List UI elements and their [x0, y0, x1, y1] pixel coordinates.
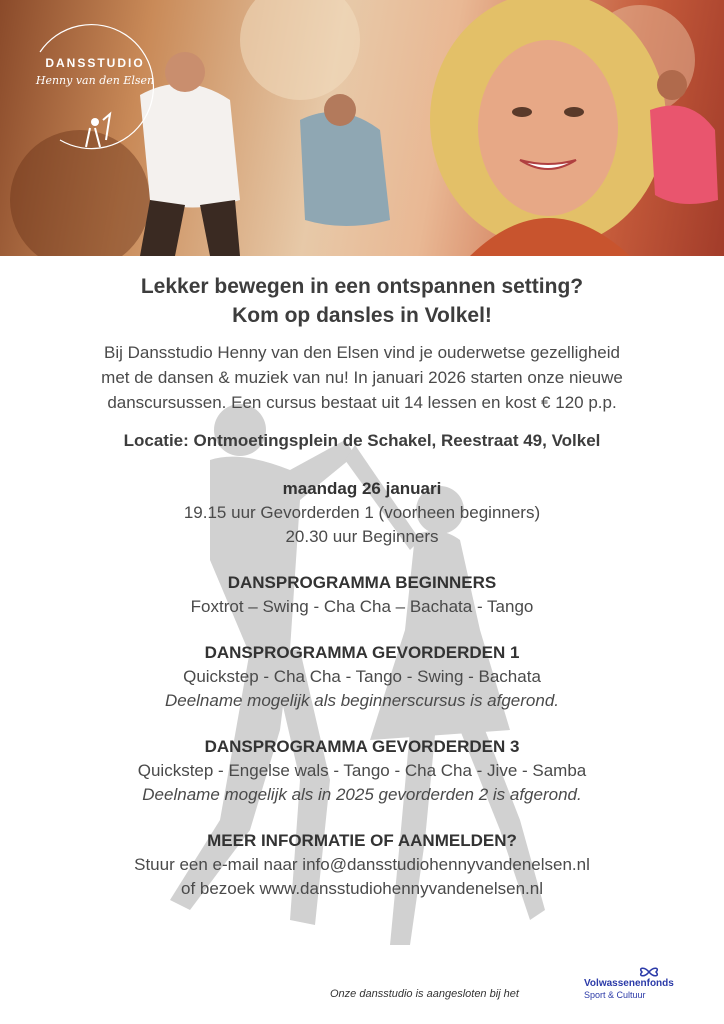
volwassenenfonds-logo: [584, 966, 714, 1006]
schedule-slot-2: 20.30 uur Beginners: [285, 527, 439, 546]
program-advanced-1-dances: Quickstep - Cha Cha - Tango - Swing - Bachata: [183, 667, 541, 686]
fund-name: Volwassenenfonds: [584, 978, 674, 989]
program-advanced-3-title: DANSPROGRAMMA GEVORDERDEN 3: [204, 737, 520, 756]
info-section: [0, 829, 724, 901]
schedule: [0, 477, 724, 549]
program-advanced-3-dances: Quickstep - Engelse wals - Tango - Cha Cha - Jive - Samba: [137, 761, 587, 780]
info-web-line[interactable]: of bezoek www.dansstudiohennyvandenelsen.nl: [181, 879, 543, 898]
program-advanced-1-note: Deelname mogelijk als beginnerscursus is afgerond.: [164, 691, 560, 710]
header-photo: [0, 0, 724, 256]
intro-line-2: met de dansen & muziek van nu! In januari 2026 starten onze nieuwe: [101, 368, 623, 387]
intro-line-1: Bij Dansstudio Henny van den Elsen vind je ouderwetse gezelligheid: [104, 343, 620, 362]
program-advanced-1: [0, 641, 724, 713]
schedule-day: maandag 26 januari: [282, 479, 442, 498]
logo-script: Henny van den Elsen: [35, 74, 155, 87]
logo-ring: [20, 12, 170, 162]
program-beginners-title: DANSPROGRAMMA BEGINNERS: [227, 573, 497, 592]
fund-sub: Sport & Cultuur: [584, 990, 646, 1000]
intro-line-3: danscursussen. Een cursus bestaat uit 14 lessen en kost € 120 p.p.: [107, 393, 617, 412]
program-advanced-3-note: Deelname mogelijk als in 2025 gevorderden 2 is afgerond.: [142, 785, 582, 804]
footer-text: Onze dansstudio is aangesloten bij het: [330, 988, 519, 1000]
info-title: MEER INFORMATIE OF AANMELDEN?: [207, 831, 517, 850]
schedule-slot-1: 19.15 uur Gevorderden 1 (voorheen beginners): [183, 503, 541, 522]
program-advanced-1-title: DANSPROGRAMMA GEVORDERDEN 1: [204, 643, 520, 662]
logo-title: DANSSTUDIO: [45, 56, 145, 70]
ribbon-icon: [634, 966, 664, 978]
program-beginners-dances: Foxtrot – Swing - Cha Cha – Bachata - Tango: [190, 597, 534, 616]
studio-logo: [20, 12, 170, 162]
program-beginners: [0, 571, 724, 619]
headline-line-2: Kom op dansles in Volkel!: [232, 304, 492, 327]
info-email-line[interactable]: Stuur een e-mail naar info@dansstudiohennyvandenelsen.nl: [134, 855, 590, 874]
location: Locatie: Ontmoetingsplein de Schakel, Reestraat 49, Volkel: [123, 431, 601, 450]
headline: [0, 272, 724, 330]
headline-line-1: Lekker bewegen in een ontspannen setting?: [140, 275, 584, 298]
program-advanced-3: [0, 735, 724, 807]
flyer-content: [0, 256, 724, 901]
intro-text: [32, 340, 692, 415]
